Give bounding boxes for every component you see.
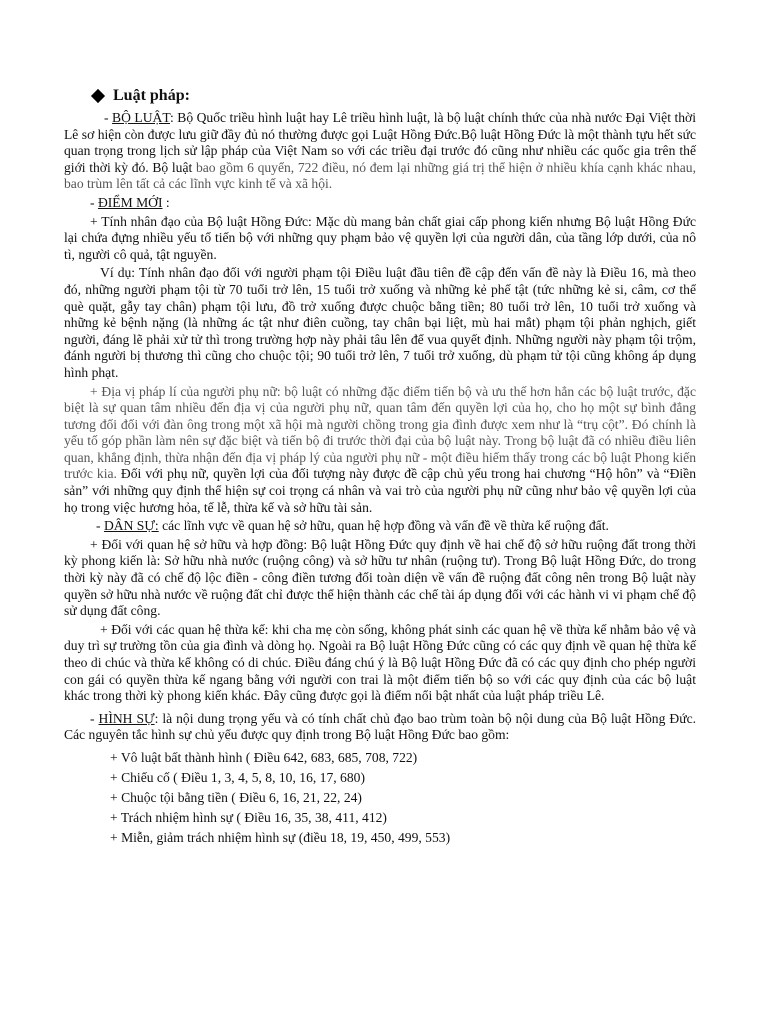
label-diem-moi: ĐIỂM MỚI	[97, 194, 163, 210]
list-item: + Vô luật bất thành hình ( Điều 642, 683, 685, 708, 722)	[110, 749, 418, 765]
paragraph-nhan-dao: + Tính nhân đạo của Bộ luật Hồng Đức: Mặc dù mang bản chất giai cấp phong kiến nhưng Bộ luật Hồng Đức lại chứa đựng nhiều yếu tố tiến bộ với những quy phạm bảo vệ quyền lợi của người dân, của tầng lớp dưới, của nô tì, người cô quả, tật nguyền.	[64, 213, 696, 262]
label-hinh-su: HÌNH SỰ	[98, 710, 155, 726]
label-dan-su: DÂN SỰ:	[103, 518, 159, 534]
list-item: + Chuộc tội bằng tiền ( Điều 6, 16, 21, 22, 24)	[110, 789, 362, 805]
paragraph-thua-ke: + Đối với các quan hệ thừa kế: khi cha mẹ còn sống, không phát sinh các quan hệ về thừa kế nhằm bảo vệ và duy trì sự trường tồn của gia đình và dòng họ. Ngoài ra Bộ luật Hồng Đức cũng có các quy định về quan hệ thừa kế theo di chúc và thừa kế không có di chúc. Điều đáng chú ý là Bộ luật Hồng Đức đã có các quy định cho phép người con gái có quyền thừa kế ngang bằng với người con trai là một điểm tiến bộ so với các quy định của các bộ luật khác trong thời kỳ phong kiến khác. Đây cũng được gọi là điểm nổi bật nhất của luật pháp triều Lê.	[64, 621, 696, 704]
paragraph-so-huu: + Đối với quan hệ sở hữu và hợp đồng: Bộ luật Hồng Đức quy định về hai chế độ sở hữu ruộng đất trong thời kỳ phong kiến là: Sở hữu nhà nước (ruộng công) và sở hữu tư nhân (ruộng tư). Trong Bộ luật Hồng Đức, do trong thời kỳ này đã có chế độ lộc điền - công điền tương đối toàn diện về vấn đề ruộng đất công nên trong Bộ luật này quyền sở hữu nhà nước về ruộng đất chỉ được thể hiện thành các chế tài áp dụng đối với các hành vi vi phạm chế độ sử dụng đất công.	[64, 536, 696, 619]
paragraph-bo-luat: - BỘ LUẬT: Bộ Quốc triều hình luật hay Lê triều hình luật, là bộ luật chính thức của nhà nước Đại Việt thời Lê sơ hiện còn được lưu giữ đầy đủ nó thường được gọi Luật Hồng Đức.Bộ luật Hồng Đức là một thành tựu hết sức quan trọng trong lịch sử lập pháp của Việt Nam so với các triều đại trước đó cũng như nhiều các quốc gia trên thế giới thời kỳ đó. Bộ luật bao gồm 6 quyển, 722 điều, nó đem lại những giá trị thể hiện ở nhiều khía cạnh khác nhau, bao trùm lên tất cả các lĩnh vực kinh tế và xã hội.	[64, 110, 696, 192]
section-heading	[93, 87, 190, 105]
paragraph-hinh-su: - HÌNH SỰ: là nội dung trọng yếu và có tính chất chủ đạo bao trùm toàn bộ nội dung của Bộ luật Hồng Đức. Các nguyên tắc hình sự chủ yếu được quy định trong Bộ luật Hồng Đức bao gồm:	[64, 710, 696, 743]
paragraph-phu-nu: + Địa vị pháp lí của người phụ nữ: bộ luật có những đặc điểm tiến bộ và ưu thế hơn hẳn các bộ luật trước, đặc biệt là sự quan tâm nhiều đến địa vị của người phụ nữ, quan tâm đến quyền lợi của họ, cho họ một sự bình đẳng tương đối đối với đàn ông trong một xã hội mà người chồng trong gia đình được xem như là “trụ cột”. Đó chính là yếu tố góp phần làm nên sự đặc biệt và tiến bộ đi trước thời đại của bộ luật này. Trong bộ luật đã có nhiều điều liên quan, khẳng định, thừa nhận đến địa vị pháp lý của người phụ nữ - một điều hiếm thấy trong các bộ luật Phong kiến trước kia. Đối với phụ nữ, quyền lợi của đối tượng này được đề cập chủ yếu trong hai chương “Hộ hôn” và “Điền sản” với những quy định thể hiện sự coi trọng cá nhân và vai trò của người phụ nữ cũng như bảo vệ quyền lợi của họ trong việc hương hỏa, tế lễ, thừa kế và sở hữu tài sản.	[64, 383, 696, 515]
list-item: + Chiếu cố ( Điều 1, 3, 4, 5, 8, 10, 16, 17, 680)	[110, 769, 365, 785]
label-bo-luat: BỘ LUẬT	[112, 110, 170, 125]
list-item: + Trách nhiệm hình sự ( Điều 16, 35, 38, 411, 412)	[110, 809, 387, 825]
paragraph-vi-du: Ví dụ: Tính nhân đạo đối với người phạm tội Điều luật đầu tiên đề cập đến vấn đề này là Điều 16, mà theo đó, những người phạm tội từ 70 tuổi trở lên, 15 tuổi trở xuống và những kẻ phế tật (tức những kẻ si, câm, cơ thể què quặt, gẫy tay chân) phạm tội lưu, đồ trở xuống được chuộc bằng tiền; 80 tuổi trở lên, 10 tuổi trở xuống và những kẻ bệnh nặng (là những ác tật như điên cuồng, tay chân bại liệt, mù hai mắt) phạm tội phản nghịch, giết người, đáng lẽ phải xử tử thì trong trường hợp này phải tâu lên để vua quyết định. Những người này phạm tội trộm, đánh người bị thương thì cũng cho chuộc tội; 90 tuổi trở lên, 7 tuổi trở xuống, dù phạm tử tội cũng không áp dụng hình phạt.	[64, 265, 696, 380]
paragraph-dan-su: - DÂN SỰ: các lĩnh vực về quan hệ sở hữu, quan hệ hợp đồng và vấn đề về thừa kế ruộng đất.	[96, 518, 609, 534]
diamond-bullet-icon	[91, 89, 105, 103]
criteria-list	[64, 748, 696, 848]
document-body	[64, 110, 696, 848]
list-item: + Miễn, giảm trách nhiệm hình sự (điều 18, 19, 450, 499, 553)	[110, 829, 451, 845]
heading-text: Luật pháp:	[113, 87, 190, 104]
paragraph-diem-moi: - ĐIỂM MỚI :	[90, 194, 170, 210]
